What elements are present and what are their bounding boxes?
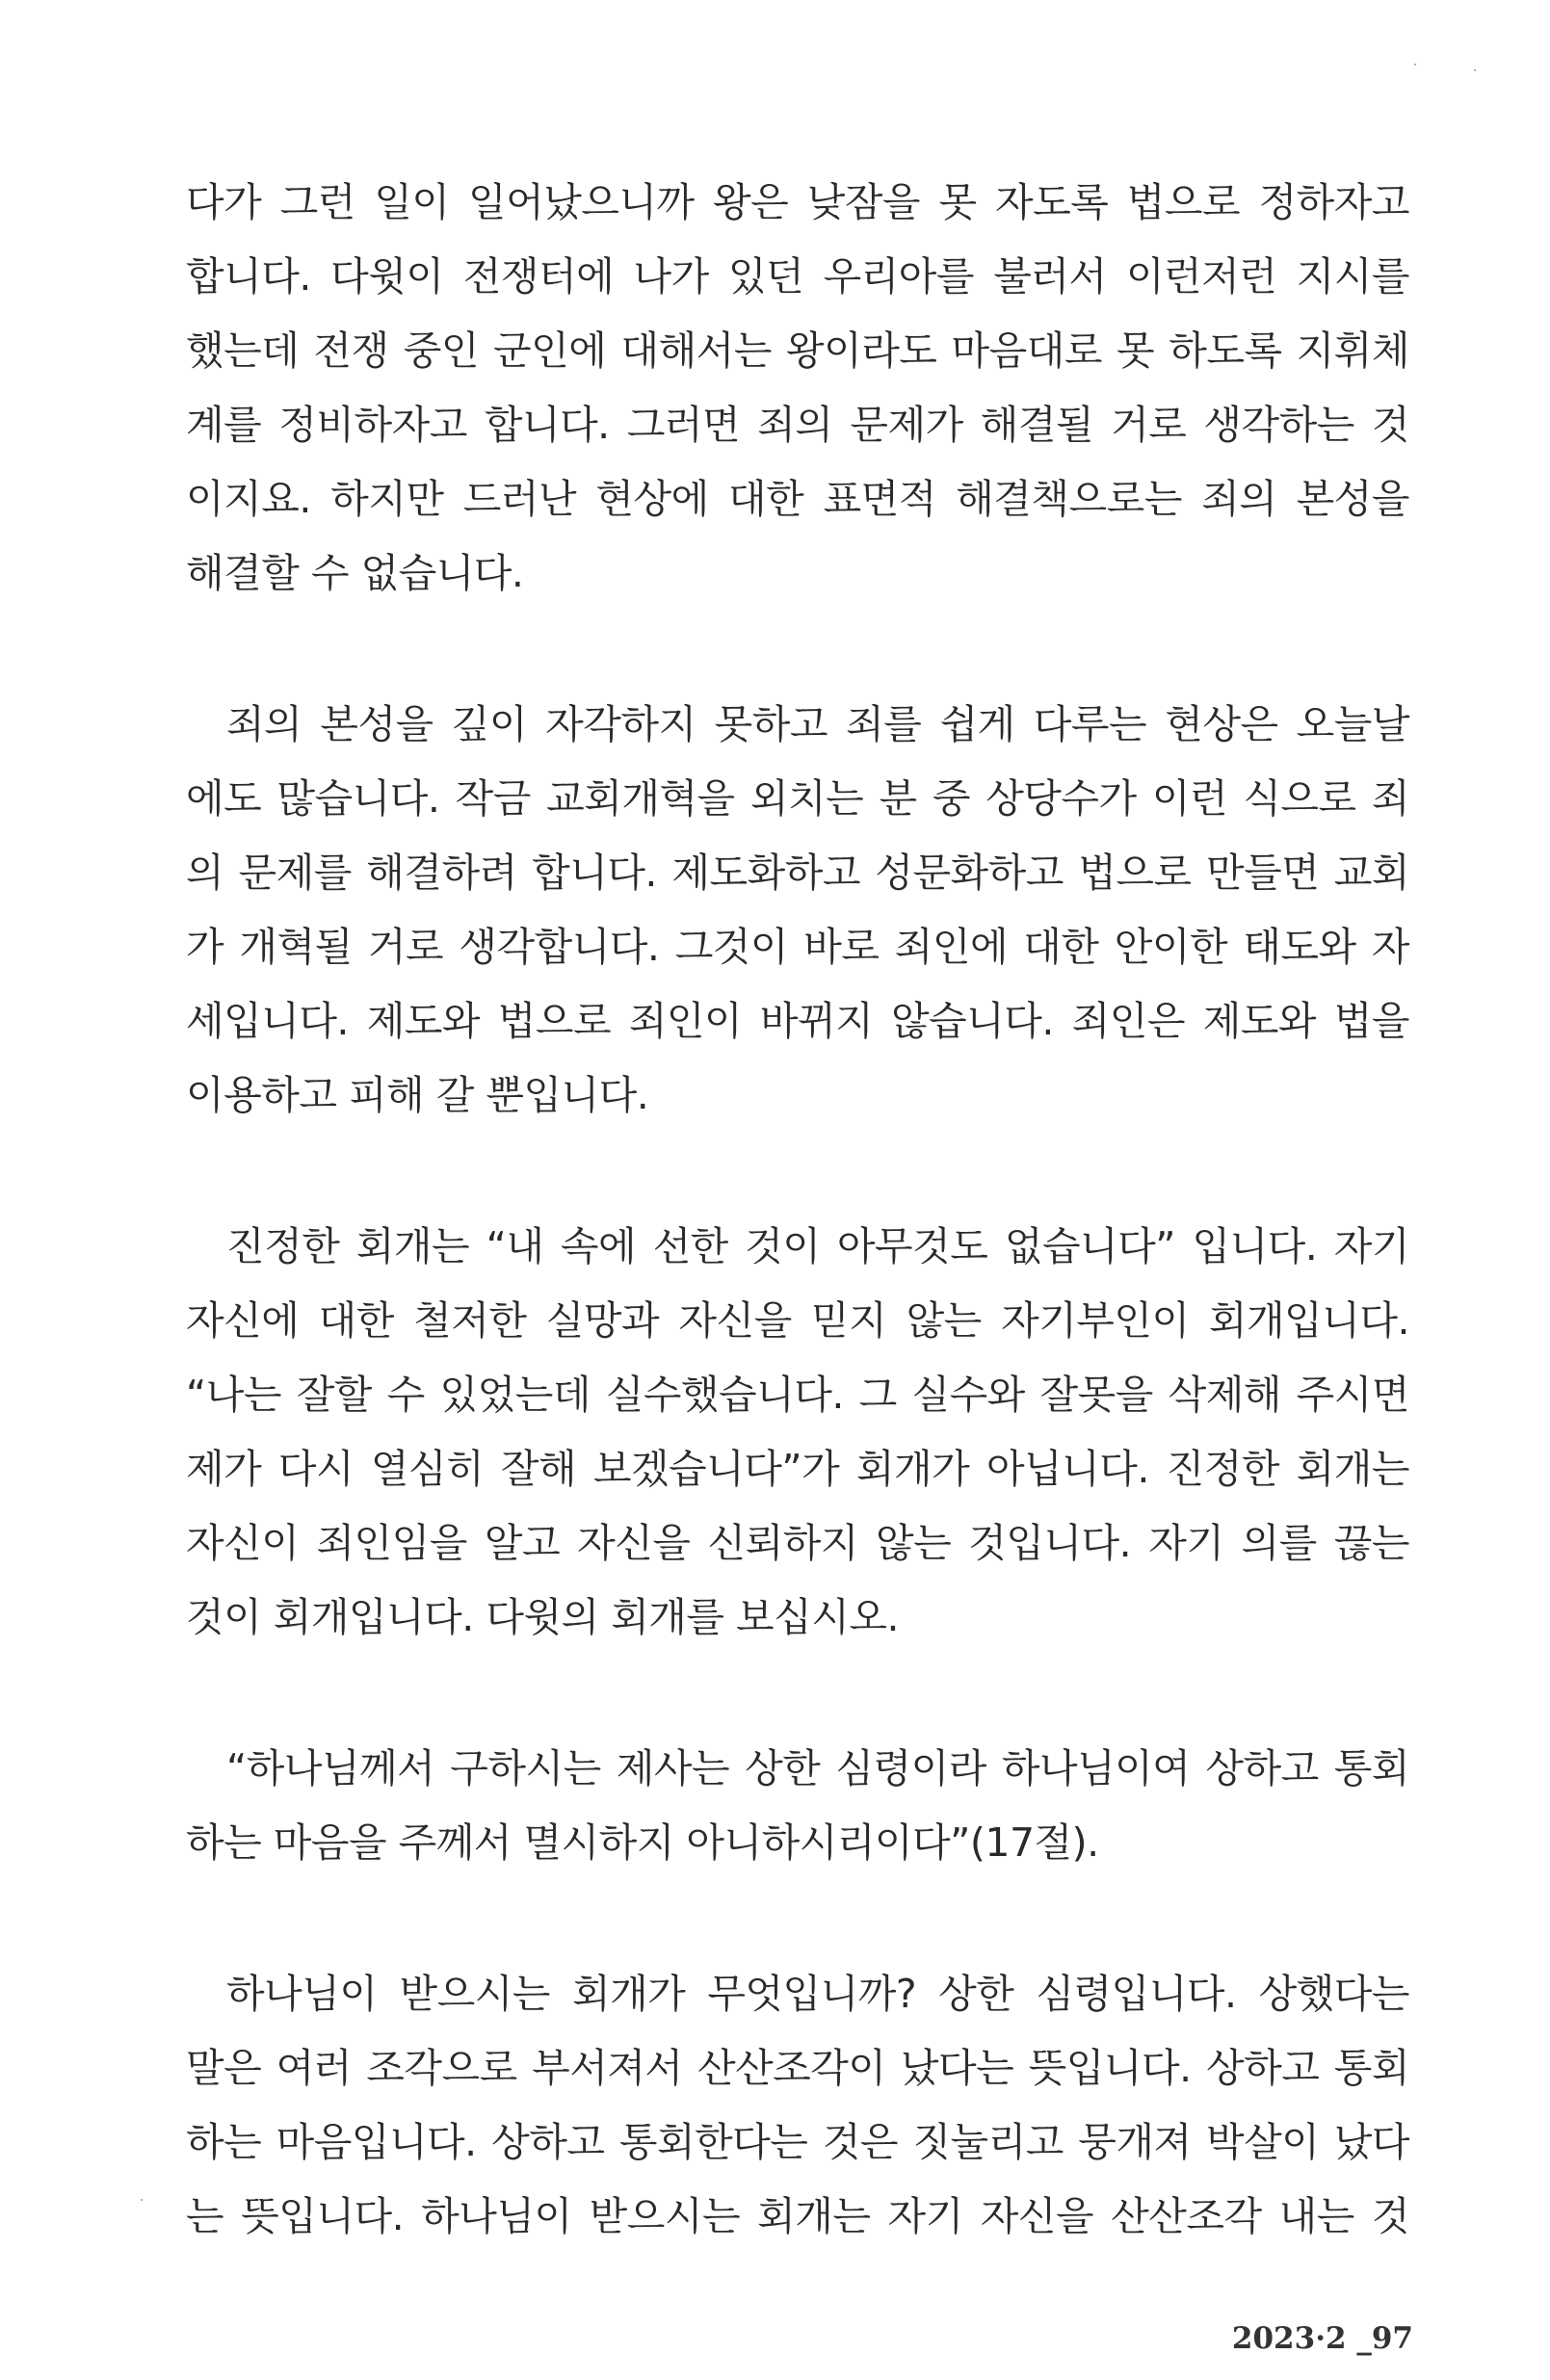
text-line: 이지요. 하지만 드러난 현상에 대한 표면적 해결책으로는 죄의 본성을 <box>186 476 1409 522</box>
text-line: “하나님께서 구하시는 제사는 상한 심령이라 하나님이여 상하고 통회 <box>226 1745 1409 1792</box>
text-line: 하는 마음을 주께서 멸시하지 아니하시리이다”(17절). <box>186 1819 1099 1866</box>
text-line: 합니다. 다윗이 전쟁터에 나가 있던 우리아를 불러서 이런저런 지시를 <box>186 253 1409 300</box>
text-line: “나는 잘할 수 있었는데 실수했습니다. 그 실수와 잘못을 삭제해 주시면 <box>186 1372 1409 1418</box>
text-line: 이용하고 피해 갈 뿐입니다. <box>186 1072 649 1118</box>
text-line: 해결할 수 없습니다. <box>186 550 524 596</box>
paragraph-3 <box>186 1210 1409 1655</box>
text-line: 계를 정비하자고 합니다. 그러면 죄의 문제가 해결될 거로 생각하는 것 <box>186 402 1409 448</box>
scan-speck <box>141 2199 143 2201</box>
text-line: 죄의 본성을 깊이 자각하지 못하고 죄를 쉽게 다루는 현상은 오늘날 <box>226 701 1409 747</box>
text-line: 는 뜻입니다. 하나님이 받으시는 회개는 자기 자신을 산산조각 내는 것 <box>186 2193 1409 2239</box>
text-line: 에도 많습니다. 작금 교회개혁을 외치는 분 중 상당수가 이런 식으로 죄 <box>186 775 1409 822</box>
text-line: 진정한 회개는 “내 속에 선한 것이 아무것도 없습니다” 입니다. 자기 <box>226 1223 1409 1269</box>
body-text <box>186 166 1409 2331</box>
text-line: 다가 그런 일이 일어났으니까 왕은 낮잠을 못 자도록 법으로 정하자고 <box>186 179 1409 225</box>
text-line: 했는데 전쟁 중인 군인에 대해서는 왕이라도 마음대로 못 하도록 지휘체 <box>186 327 1409 374</box>
text-line: 의 문제를 해결하려 합니다. 제도화하고 성문화하고 법으로 만들면 교회 <box>186 850 1409 896</box>
paragraph-4-quote <box>186 1732 1409 1880</box>
text-line: 하는 마음입니다. 상하고 통회한다는 것은 짓눌리고 뭉개져 박살이 났다 <box>186 2119 1409 2165</box>
page-number: 2023·2 _97 <box>1231 2321 1413 2356</box>
scan-speck <box>1474 69 1476 71</box>
paragraph-5 <box>186 1957 1409 2254</box>
text-line: 세입니다. 제도와 법으로 죄인이 바뀌지 않습니다. 죄인은 제도와 법을 <box>186 998 1409 1044</box>
text-line: 자신에 대한 철저한 실망과 자신을 믿지 않는 자기부인이 회개입니다. <box>186 1297 1409 1344</box>
paragraph-2 <box>186 688 1409 1133</box>
paragraph-1 <box>186 166 1409 611</box>
text-line: 하나님이 받으시는 회개가 무엇입니까? 상한 심령입니다. 상했다는 <box>226 1971 1409 2017</box>
text-line: 것이 회개입니다. 다윗의 회개를 보십시오. <box>186 1594 899 1640</box>
text-line: 가 개혁될 거로 생각합니다. 그것이 바로 죄인에 대한 안이한 태도와 자 <box>186 924 1409 970</box>
text-line: 자신이 죄인임을 알고 자신을 신뢰하지 않는 것입니다. 자기 의를 끊는 <box>186 1520 1409 1566</box>
text-line: 말은 여러 조각으로 부서져서 산산조각이 났다는 뜻입니다. 상하고 통회 <box>186 2045 1409 2091</box>
scan-speck <box>1414 64 1416 65</box>
text-line: 제가 다시 열심히 잘해 보겠습니다”가 회개가 아닙니다. 진정한 회개는 <box>186 1446 1409 1492</box>
